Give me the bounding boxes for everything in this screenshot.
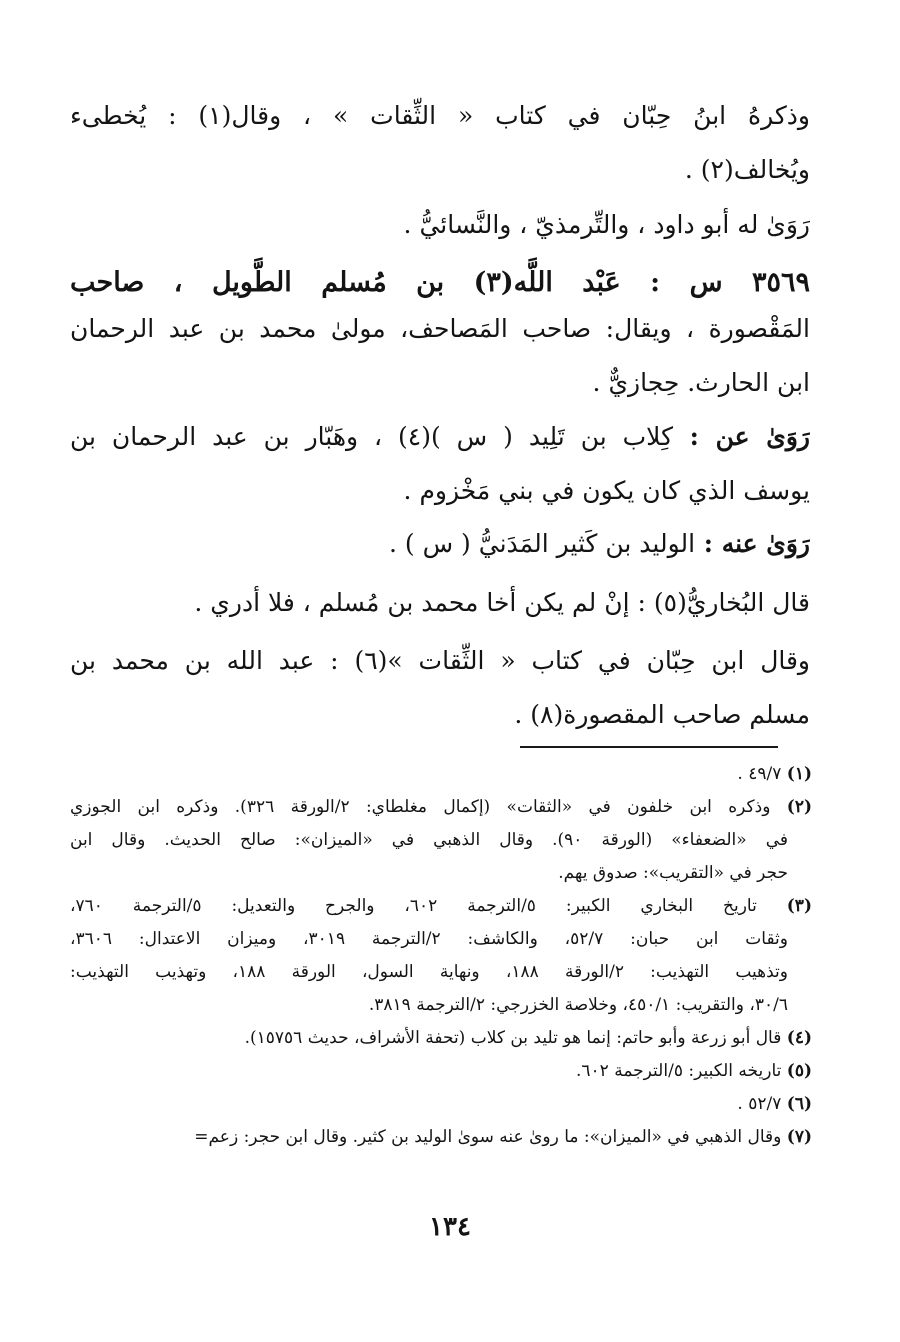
footnote-line (70, 1088, 812, 1121)
footnote-line: ٣٠/٦، والتقريب: ٤٥٠/١، وخلاصة الخزرجي: ٢/الترجمة ٣٨١٩. (368, 995, 788, 1015)
footnote-1 (70, 758, 812, 791)
paragraph-7 (70, 634, 810, 742)
paragraph-2 (70, 198, 810, 252)
footnote-text: تاريخه الكبير: ٥/الترجمة ٦٠٢. (576, 1061, 782, 1081)
footnote-number: (٤) (786, 1028, 812, 1048)
text-line: وذكرهُ ابنُ حِبّان في كتاب « الثِّقات » ، وقال(١) : يُخطىء (70, 101, 810, 130)
entry-number: ٣٥٦٩ س : (620, 267, 810, 298)
footnote-text: تاريخ البخاري الكبير: ٥/الترجمة ٦٠٢، والجرح والتعديل: ٥/الترجمة ٧٦٠، (70, 896, 757, 916)
footnote-text: وقال الذهبي في «الميزان»: ما روىٰ عنه سوىٰ الوليد بن كثير. وقال ابن حجر: زعم= (194, 1127, 782, 1147)
text-run: الوليد بن كَثير المَدَنيُّ ( س ) . (389, 529, 696, 558)
text-line: ويُخالف(٢) . (684, 155, 810, 184)
text-line (70, 410, 810, 464)
footnote-line (70, 758, 812, 791)
footnote-line (70, 1055, 812, 1088)
footnote-number: (١) (786, 764, 812, 784)
text-line: قال البُخاريُّ(٥) : إنْ لم يكن أخا محمد بن مُسلم ، فلا أدري . (194, 588, 810, 617)
footnote-line: وثقات ابن حبان: ٥٢/٧، والكاشف: ٢/الترجمة ٣٠١٩، وميزان الاعتدال: ٣٦٠٦، (70, 929, 788, 949)
section-label: رَوَىٰ عن : (672, 422, 810, 451)
footnote-number: (٦) (786, 1094, 812, 1114)
footnote-number: (٥) (786, 1061, 812, 1081)
section-label: رَوَىٰ عنه : (695, 529, 810, 558)
footnote-4 (70, 1022, 812, 1055)
footnote-6 (70, 1088, 812, 1121)
page-number: ١٣٤ (429, 1212, 471, 1242)
footnote-text: ٥٢/٧ . (737, 1094, 782, 1114)
footnote-number: (٣) (786, 896, 812, 916)
footnote-line: حجر في «التقريب»: صدوق يهم. (558, 863, 788, 883)
entry-title: عَبْد اللَّه(٣) بن مُسلم الطَّويل ، صاحب (70, 267, 621, 298)
paragraph-4 (70, 410, 810, 518)
footnote-text: ٤٩/٧ . (737, 764, 782, 784)
footnote-number: (٧) (786, 1127, 812, 1147)
footnote-5 (70, 1055, 812, 1088)
footnote-line (70, 1022, 812, 1055)
footnote-2 (70, 791, 812, 890)
footnote-divider (520, 746, 778, 748)
paragraph-5 (70, 517, 810, 571)
text-line: المَقْصورة ، ويقال: صاحب المَصاحف، مولىٰ محمد بن عبد الرحمان (70, 314, 810, 343)
footnote-text: وذكره ابن خلفون في «الثقات» (إكمال مغلطاي: ٢/الورقة ٣٢٦). وذكره ابن الجوزي (70, 797, 771, 817)
text-line: يوسف الذي كان يكون في بني مَخْزوم . (403, 476, 810, 505)
text-line: ابن الحارث. حِجازيٌّ . (592, 368, 810, 397)
footnotes (70, 758, 812, 1154)
text-line (70, 517, 810, 571)
text-line: وقال ابن حِبّان في كتاب « الثِّقات »(٦) : عبد الله بن محمد بن (70, 646, 810, 675)
footnote-line (70, 1121, 812, 1154)
footnote-line (70, 791, 812, 824)
footnote-3 (70, 890, 812, 1022)
footnote-7 (70, 1121, 812, 1154)
footnote-line: في «الضعفاء» (الورقة ٩٠). وقال الذهبي في «الميزان»: صالح الحديث. وقال ابن (70, 830, 788, 850)
footnote-line: وتذهيب التهذيب: ٢/الورقة ١٨٨، ونهاية السول، الورقة ١٨٨، وتهذيب التهذيب: (70, 962, 788, 982)
footnote-number: (٢) (786, 797, 812, 817)
text-line: مسلم صاحب المقصورة(٨) . (514, 700, 810, 729)
text-run: كِلاب بن تَلِيد ( س )(٤) ، وهَبّار بن عبد الرحمان بن (70, 422, 673, 451)
paragraph-3 (70, 302, 810, 410)
footnote-line (70, 890, 812, 923)
paragraph-1 (70, 89, 810, 197)
text-line: رَوَىٰ له أبو داود ، والتِّرمذيّ ، والنَّسائيُّ . (403, 210, 810, 239)
footnote-text: قال أبو زرعة وأبو حاتم: إنما هو تليد بن كلاب (تحفة الأشراف، حديث ١٥٧٥٦). (244, 1028, 782, 1048)
paragraph-6 (70, 576, 810, 630)
